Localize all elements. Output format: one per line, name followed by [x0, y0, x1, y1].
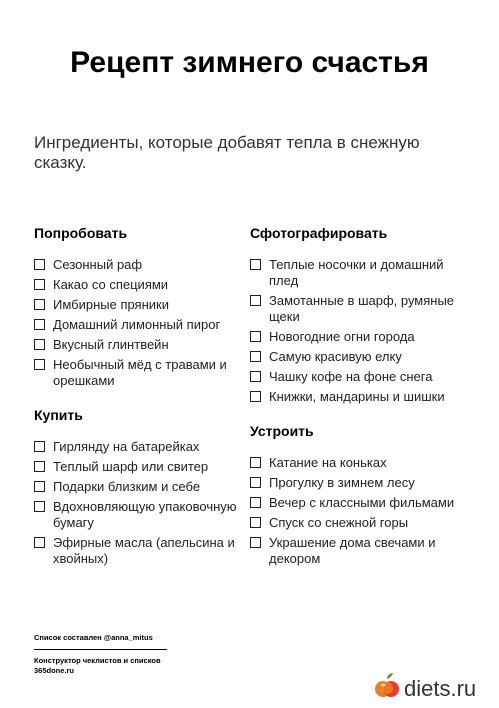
- item-label: Теплый шарф или свитер: [53, 459, 209, 474]
- footer-info: [34, 656, 161, 676]
- footer-line-2: 365done.ru: [34, 666, 75, 675]
- page-subtitle: Ингредиенты, которые добавят тепла в снежную сказку.: [34, 133, 420, 172]
- checklist-item[interactable]: [250, 349, 462, 365]
- checkbox[interactable]: [250, 259, 261, 270]
- item-label: Новогодние огни города: [269, 329, 415, 344]
- checklist-item[interactable]: [34, 257, 246, 273]
- author-credit: Список составлен @anna_mitus: [34, 633, 153, 642]
- checklist-item[interactable]: [34, 499, 246, 531]
- item-label: Замотанные в шарф, румяные щеки: [269, 293, 455, 324]
- section-heading: Попробовать: [34, 225, 128, 241]
- footer-line-1: Конструктор чеклистов и списков: [34, 656, 161, 665]
- checklist-item[interactable]: [250, 475, 462, 491]
- item-label: Книжки, мандарины и шишки: [269, 389, 445, 404]
- item-label: Вечер с классными фильмами: [269, 495, 455, 510]
- checkbox[interactable]: [250, 497, 261, 508]
- item-label: Имбирные пряники: [53, 297, 169, 312]
- checklist-item[interactable]: [250, 293, 462, 325]
- checkbox[interactable]: [34, 501, 45, 512]
- checklist-item[interactable]: [250, 455, 462, 471]
- checklist-item[interactable]: [250, 515, 462, 531]
- checkbox[interactable]: [250, 371, 261, 382]
- checkbox[interactable]: [34, 279, 45, 290]
- item-label: Необычный мёд с травами и орешками: [53, 357, 227, 388]
- item-label: Самую красивую елку: [269, 349, 402, 364]
- checkbox[interactable]: [34, 319, 45, 330]
- checkbox[interactable]: [250, 517, 261, 528]
- checkbox[interactable]: [34, 537, 45, 548]
- watermark: [374, 672, 476, 705]
- checklist-item[interactable]: [34, 535, 246, 567]
- section-arrange: [250, 423, 462, 567]
- checklist-item[interactable]: [250, 495, 462, 511]
- checkbox[interactable]: [250, 477, 261, 488]
- section-heading: Устроить: [250, 423, 314, 439]
- checkbox[interactable]: [34, 339, 45, 350]
- checkbox[interactable]: [34, 299, 45, 310]
- page-title: Рецепт зимнего счастья: [70, 46, 429, 79]
- checklist-item[interactable]: [250, 329, 462, 345]
- checklist-item[interactable]: [34, 297, 246, 313]
- watermark-text: diets.ru: [404, 675, 477, 701]
- section-try: [34, 225, 246, 389]
- checklist-item[interactable]: [250, 369, 462, 385]
- item-label: Эфирные масла (апельсина и хвойных): [53, 535, 235, 566]
- checklist-item[interactable]: [34, 317, 246, 333]
- section-photograph: [250, 225, 462, 405]
- item-label: Теплые носочки и домашний плед: [269, 257, 444, 288]
- item-label: Украшение дома свечами и декором: [269, 535, 436, 566]
- item-label: Чашку кофе на фоне снега: [269, 369, 433, 384]
- apple-icon: [374, 672, 400, 705]
- footer-divider: [34, 649, 167, 650]
- item-label: Какао со специями: [53, 277, 169, 292]
- item-label: Прогулку в зимнем лесу: [269, 475, 415, 490]
- right-column: [250, 225, 462, 585]
- item-label: Вдохновляющую упаковочную бумагу: [53, 499, 237, 530]
- checklist-item[interactable]: [34, 459, 246, 475]
- checkbox[interactable]: [34, 259, 45, 270]
- checklist-item[interactable]: [250, 535, 462, 567]
- checkbox[interactable]: [250, 457, 261, 468]
- checkbox[interactable]: [34, 441, 45, 452]
- checkbox[interactable]: [34, 359, 45, 370]
- section-heading: Сфотографировать: [250, 225, 388, 241]
- item-label: Вкусный глинтвейн: [53, 337, 169, 352]
- section-heading: Купить: [34, 407, 83, 423]
- checkbox[interactable]: [250, 391, 261, 402]
- section-buy: [34, 407, 246, 567]
- checkbox[interactable]: [34, 461, 45, 472]
- item-label: Сезонный раф: [53, 257, 143, 272]
- checklist-item[interactable]: [34, 337, 246, 353]
- checkbox[interactable]: [250, 537, 261, 548]
- item-label: Подарки близким и себе: [53, 479, 201, 494]
- checkbox[interactable]: [250, 351, 261, 362]
- checklist-item[interactable]: [34, 357, 246, 389]
- item-label: Катание на коньках: [269, 455, 387, 470]
- checkbox[interactable]: [250, 295, 261, 306]
- checklist-item[interactable]: [34, 277, 246, 293]
- checklist-item[interactable]: [250, 257, 462, 289]
- checklist-item[interactable]: [34, 479, 246, 495]
- checkbox[interactable]: [250, 331, 261, 342]
- item-label: Гирлянду на батарейках: [53, 439, 200, 454]
- checklist-item[interactable]: [250, 389, 462, 405]
- item-label: Домашний лимонный пирог: [53, 317, 221, 332]
- left-column: [34, 225, 246, 585]
- item-label: Спуск со снежной горы: [269, 515, 409, 530]
- checklist-item[interactable]: [34, 439, 246, 455]
- checkbox[interactable]: [34, 481, 45, 492]
